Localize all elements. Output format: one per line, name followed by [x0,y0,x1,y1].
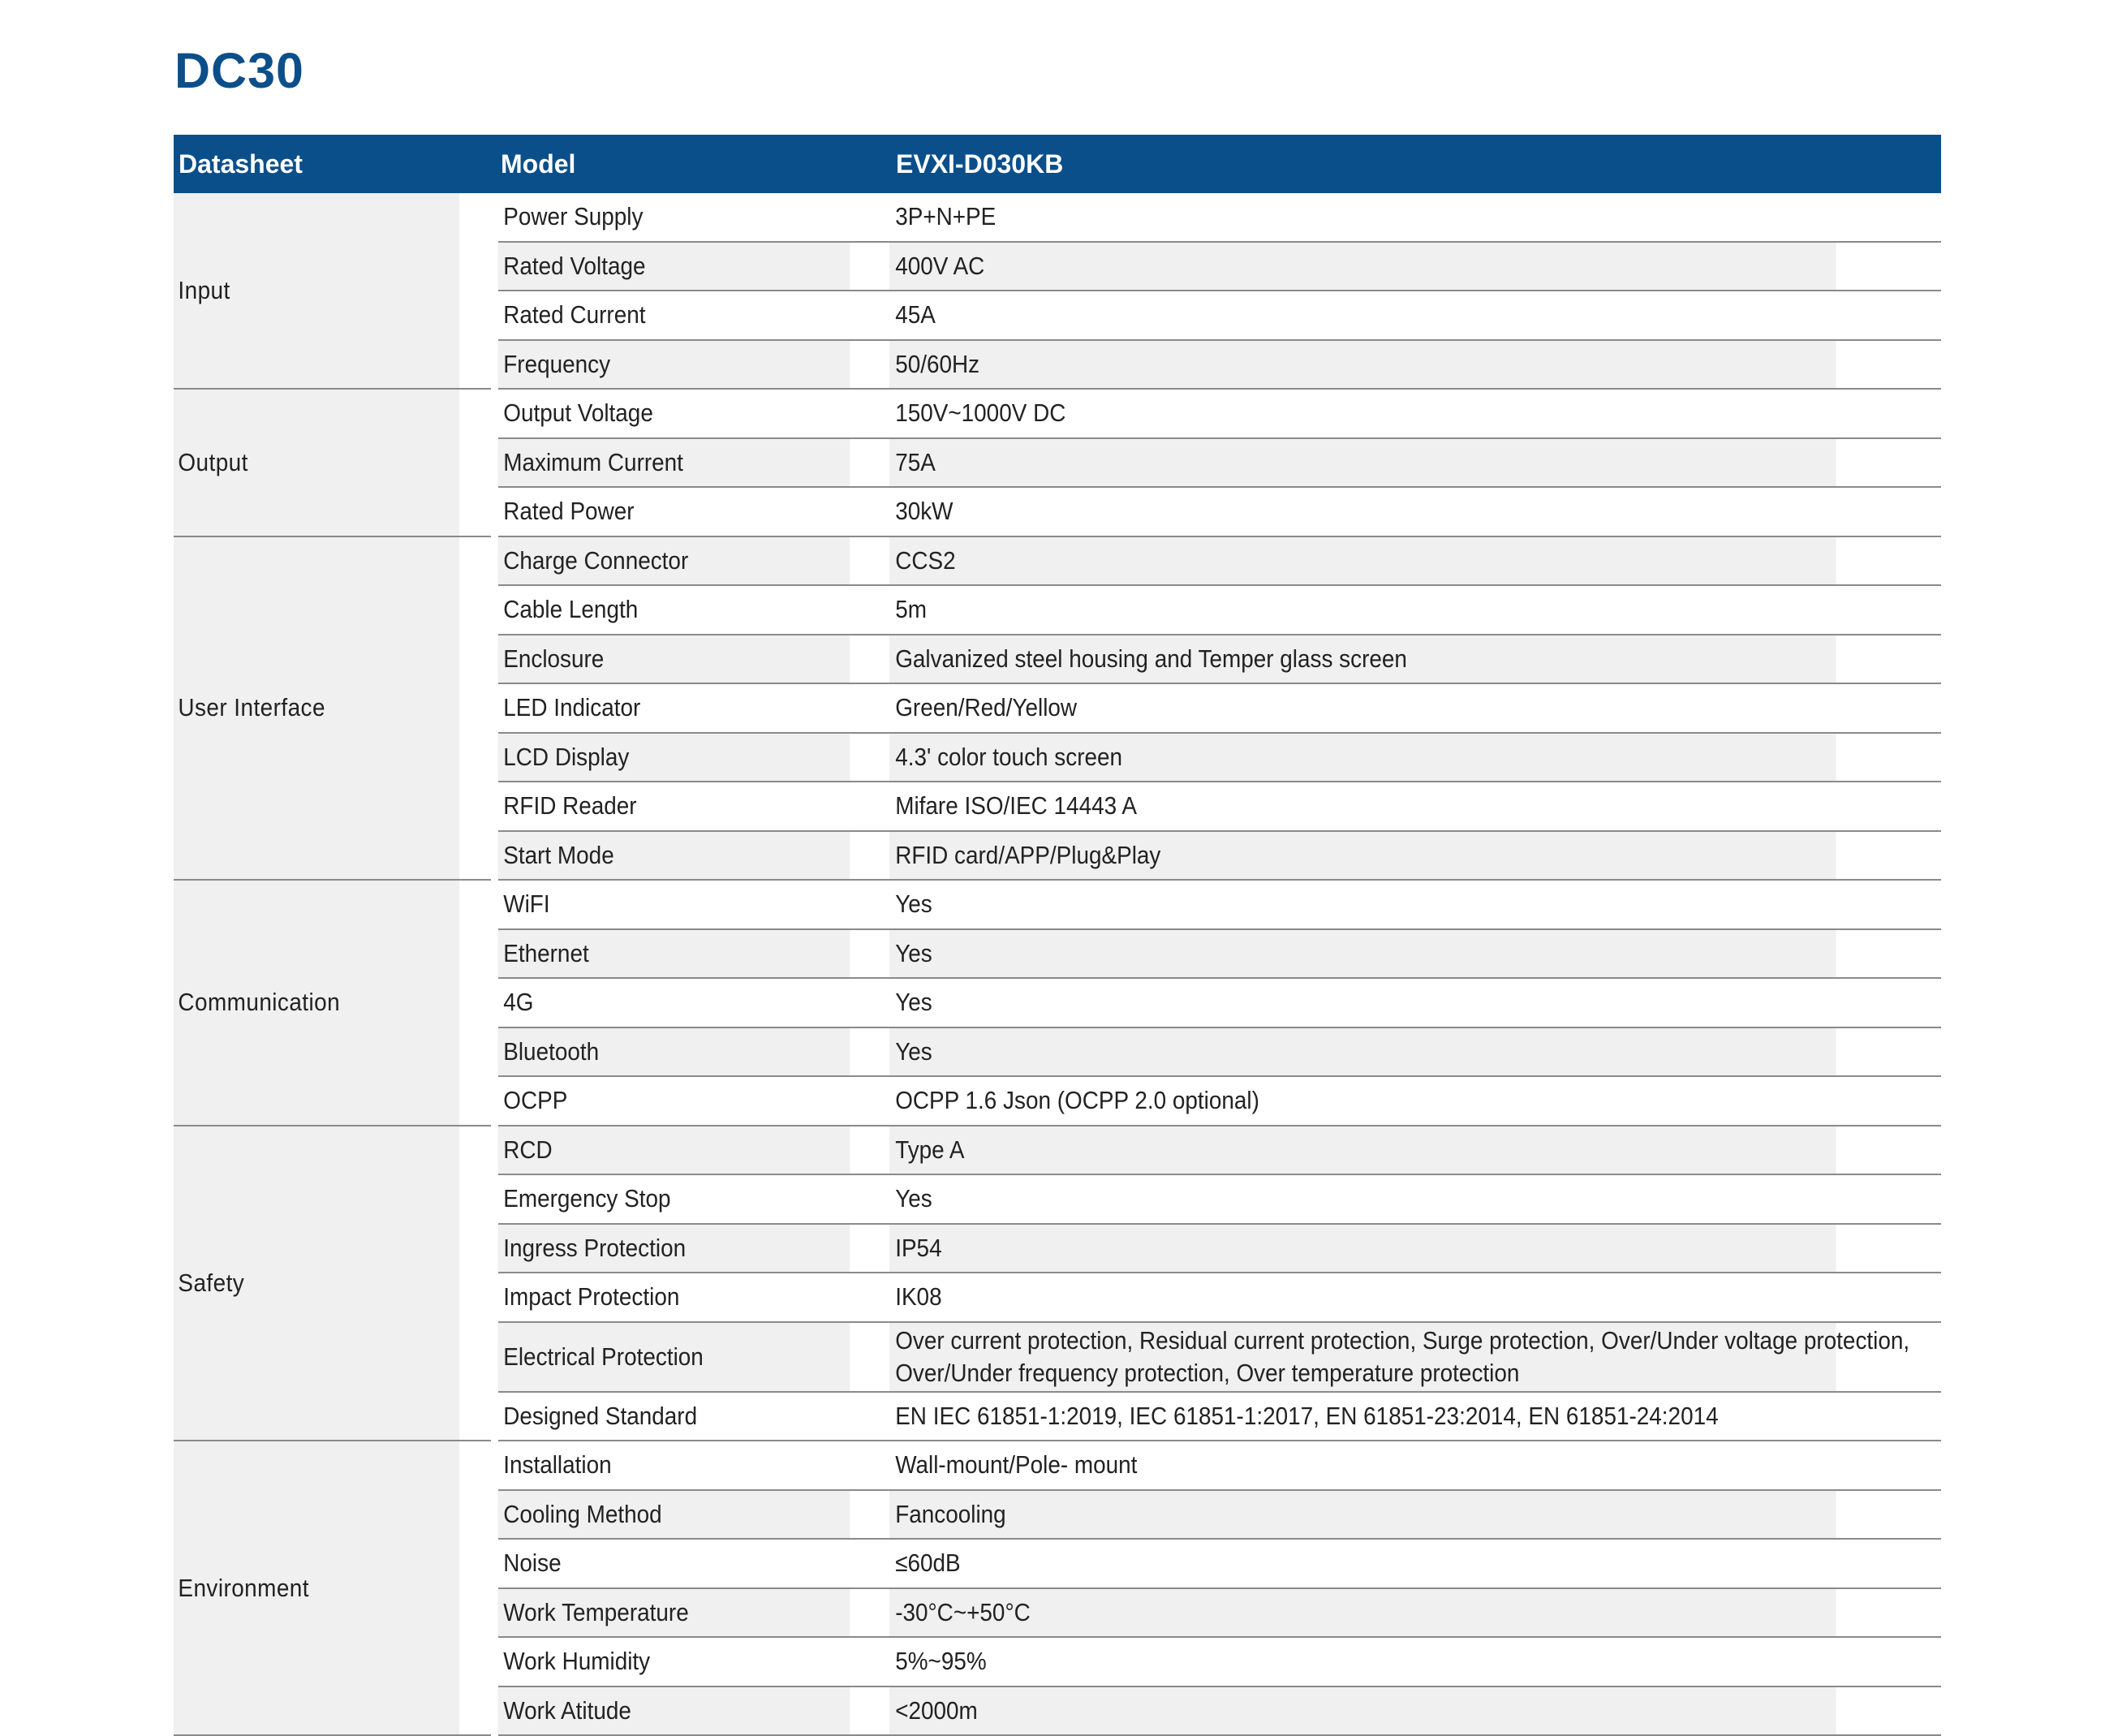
spec-value: ≤60dB [889,1539,1836,1588]
spec-value: IP54 [889,1224,1836,1273]
spec-key: Impact Protection [494,1273,850,1322]
spec-key: Start Mode [494,831,850,881]
spec-value: 45A [889,291,1836,340]
spec-key: WiFI [494,880,850,929]
spec-key: Rated Current [494,291,850,340]
spec-value: 50/60Hz [889,340,1836,390]
group-communication: Communication [174,880,463,1126]
group-input: Input [174,193,463,389]
spec-key: LED Indicator [494,683,850,733]
spec-value: 3P+N+PE [889,193,1836,242]
table-row [174,193,1941,242]
table-row [174,1441,1941,1490]
group-safety: Safety [174,1126,463,1441]
spec-value: CCS2 [889,536,1836,586]
spec-value [889,1322,1910,1392]
spec-key: Work Humidity [494,1637,850,1686]
spec-value: Yes [889,978,1836,1027]
spec-key: Noise [494,1539,850,1588]
spec-key: Designed Standard [494,1392,850,1441]
table-row [174,880,1941,929]
spec-value: 400V AC [889,242,1836,291]
spec-value: 4.3' color touch screen [889,733,1836,782]
spec-key: Frequency [494,340,850,390]
spec-value: RFID card/APP/Plug&Play [889,831,1836,881]
spec-value: IK08 [889,1273,1836,1322]
group-user-interface: User Interface [174,536,463,881]
header-model-number: EVXI-D030KB [889,135,1941,193]
spec-key: Bluetooth [494,1027,850,1077]
spec-key: Electrical Protection [494,1322,850,1392]
group-output: Output [174,389,463,536]
spec-value: EN IEC 61851-1:2019, IEC 61851-1:2017, EN 61851-23:2014, EN 61851-24:2014 [889,1392,1836,1441]
table-row [174,389,1941,438]
spec-value-text: Over current protection, Residual current protection, Surge protection, Over/Under voltage protection, Over/Under frequency protection, Over temperature protection [895,1325,1910,1387]
spec-value: Galvanized steel housing and Temper glass screen [889,635,1836,684]
spec-key: Power Supply [494,193,850,242]
spec-key: Work Atitude [494,1686,850,1736]
spec-key: LCD Display [494,733,850,782]
spec-value: Yes [889,929,1836,979]
spec-table [174,135,1941,1736]
spec-value: 75A [889,438,1836,488]
spec-value: 30kW [889,487,1836,536]
spec-value: Yes [889,1174,1836,1224]
spec-value: 5%~95% [889,1637,1836,1686]
spec-value: -30°C~+50°C [889,1588,1836,1638]
spec-value: Mifare ISO/IEC 14443 A [889,782,1836,831]
spec-key: Enclosure [494,635,850,684]
header-model: Model [494,135,889,193]
spec-key: Emergency Stop [494,1174,850,1224]
spec-value: Type A [889,1126,1836,1175]
spec-value: Yes [889,1027,1836,1077]
spec-key: Ethernet [494,929,850,979]
spec-value: OCPP 1.6 Json (OCPP 2.0 optional) [889,1076,1836,1126]
table-header-row [174,135,1941,193]
spec-key: RCD [494,1126,850,1175]
spec-key: Maximum Current [494,438,850,488]
table-row [174,536,1941,586]
spec-value: Green/Red/Yellow [889,683,1836,733]
spec-value: Fancooling [889,1490,1836,1540]
spec-key: 4G [494,978,850,1027]
spec-key: Ingress Protection [494,1224,850,1273]
table-row [174,1126,1941,1175]
spec-key: Installation [494,1441,850,1490]
page-title: DC30 [174,43,304,98]
header-datasheet: Datasheet [174,135,494,193]
spec-key: Work Temperature [494,1588,850,1638]
spec-key: RFID Reader [494,782,850,831]
spec-value: <2000m [889,1686,1836,1736]
spec-value: Wall-mount/Pole- mount [889,1441,1836,1490]
group-environment: Environment [174,1441,463,1735]
spec-key: Cooling Method [494,1490,850,1540]
spec-value: Yes [889,880,1836,929]
spec-key: Output Voltage [494,389,850,438]
spec-key: Rated Voltage [494,242,850,291]
spec-key: Cable Length [494,585,850,635]
spec-value: 150V~1000V DC [889,389,1836,438]
spec-key: Rated Power [494,487,850,536]
spec-key: OCPP [494,1076,850,1126]
spec-key: Charge Connector [494,536,850,586]
spec-value: 5m [889,585,1836,635]
